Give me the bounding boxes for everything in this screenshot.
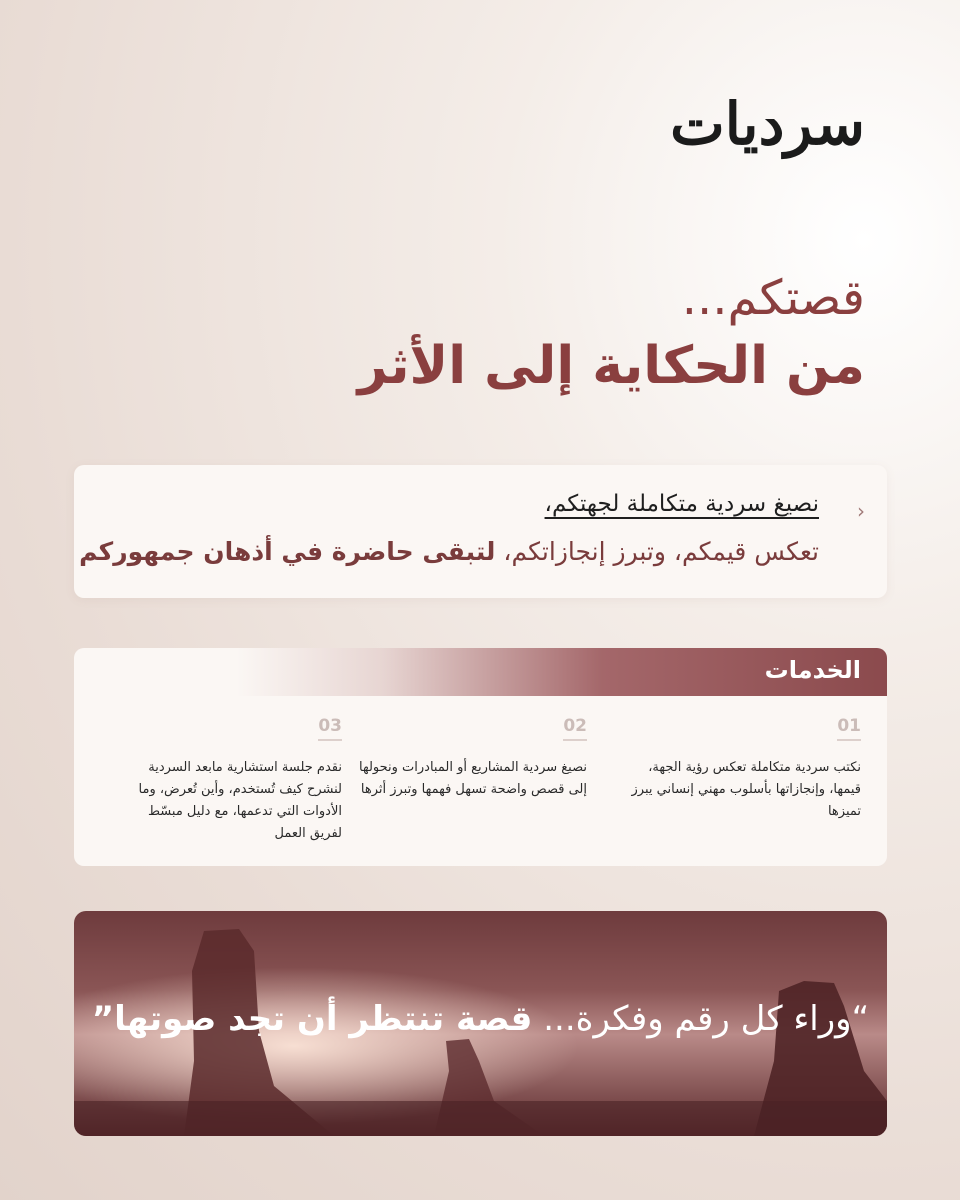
banner-quote-bold: قصة تنتظر أن تجد صوتها” [91, 999, 533, 1039]
headline [358, 265, 865, 401]
banner-quote [74, 999, 887, 1039]
banner-quote-normal: “وراء كل رقم وفكرة... [532, 999, 870, 1039]
service-item-2 [357, 716, 587, 801]
brand-logo: سرديات [670, 90, 865, 158]
intro-line-1 [545, 491, 819, 517]
headline-line-2: من الحكاية إلى الأثر [357, 336, 865, 396]
chevron-left-icon: ‹ [857, 499, 865, 523]
intro-line-1-text: نصيغ سردية متكاملة لجهتكم، [544, 491, 819, 517]
service-number: 01 [837, 716, 861, 741]
quote-banner [74, 911, 887, 1136]
service-number: 02 [563, 716, 587, 741]
service-number: 03 [318, 716, 342, 741]
service-text: نكتب سردية متكاملة تعكس رؤية الجهة، قيمها، وإنجازاتها بأسلوب مهني إنساني يبرز تميزها [631, 760, 861, 819]
intro-line-2 [79, 537, 819, 566]
service-text: نقدم جلسة استشارية مابعد السردية لنشرح كيف تُستخدم، وأين تُعرض، وما الأدوات التي تدعمها، مع دليل مبسّط لفريق العمل [138, 760, 342, 841]
intro-line-2-normal: تعكس قيمكم، وتبرز إنجازاتكم، [495, 537, 819, 566]
headline-line-1: قصتكم... [681, 270, 865, 326]
service-text: نصيغ سردية المشاريع أو المبادرات ونحولها إلى قصص واضحة تسهل فهمها وتبرز أثرها [359, 760, 587, 797]
services-section [74, 648, 887, 866]
intro-line-2-bold: لتبقى حاضرة في أذهان جمهوركم [79, 537, 496, 566]
service-item-1 [631, 716, 861, 823]
services-title: الخدمات [764, 656, 861, 684]
intro-card [74, 465, 887, 598]
service-item-3 [112, 716, 342, 845]
services-header-bar [74, 648, 887, 696]
